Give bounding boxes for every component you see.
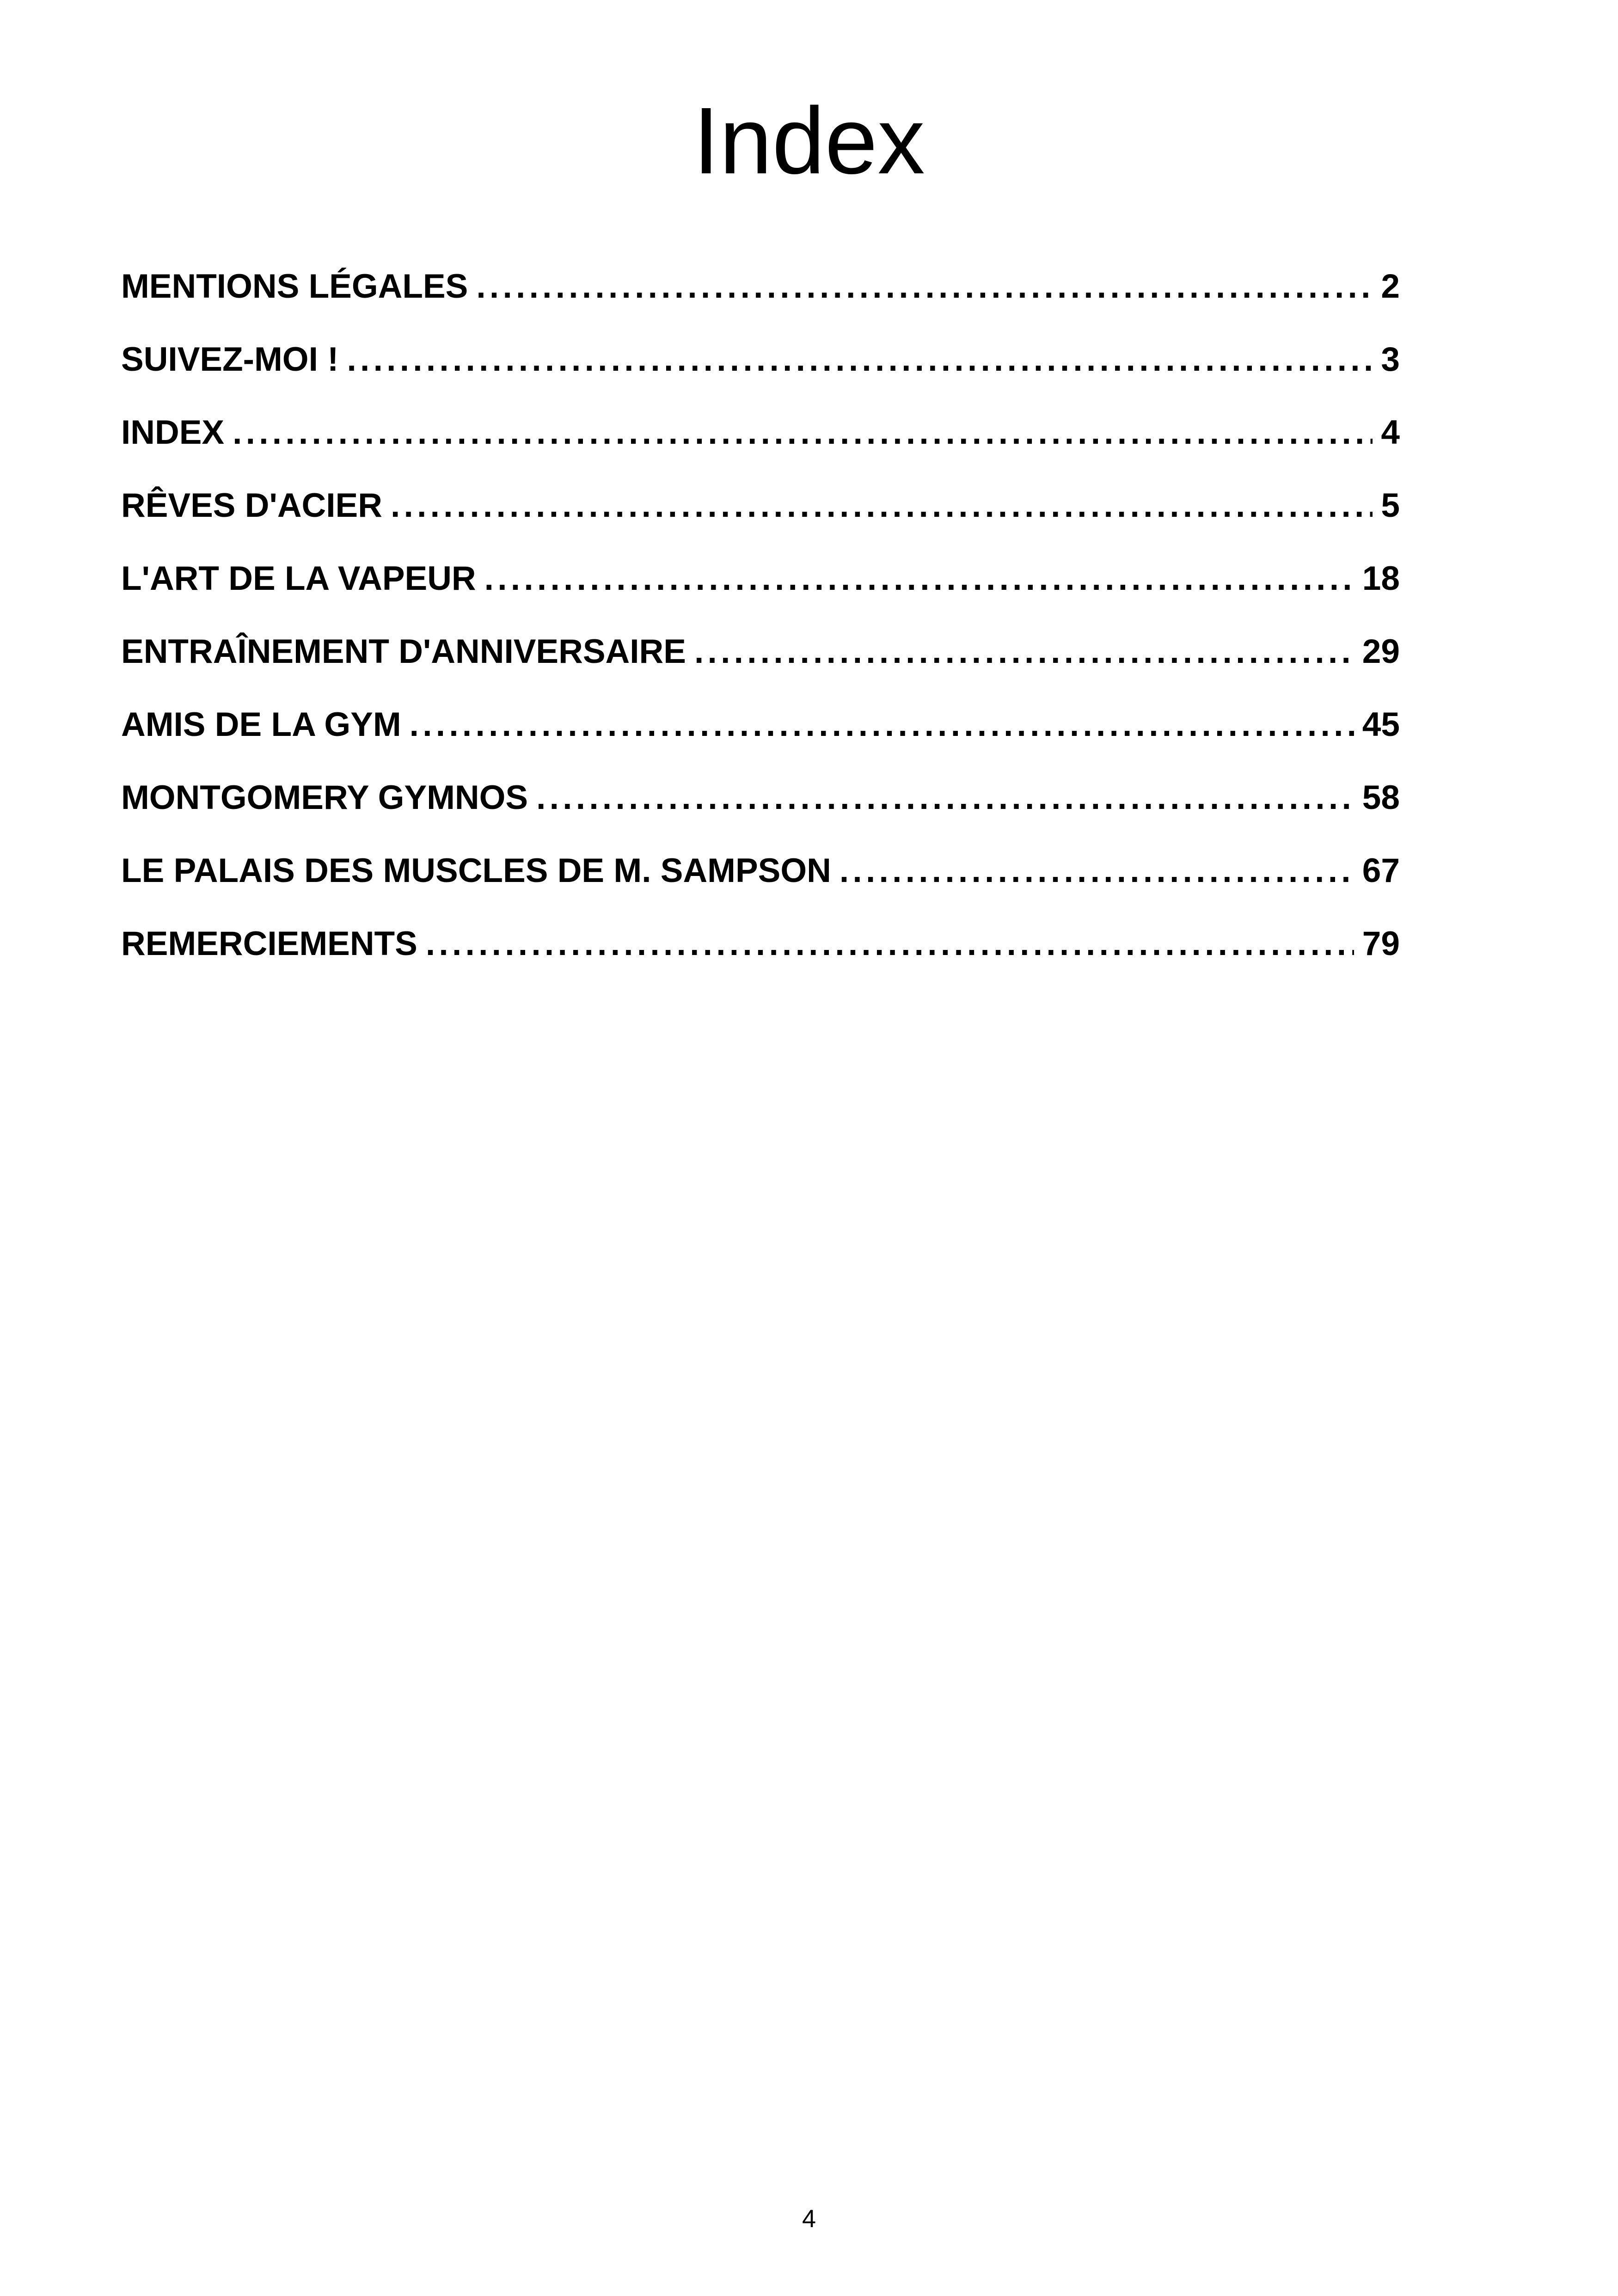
toc-entry-page: 58: [1362, 779, 1400, 816]
dot-leader: [840, 848, 1354, 894]
toc-entry-label: MONTGOMERY GYMNOS: [121, 779, 528, 816]
dot-leader: [410, 702, 1354, 748]
toc-entry-page: 5: [1381, 487, 1400, 524]
toc-entry-index[interactable]: [121, 410, 1400, 483]
toc-entry-le-palais-des-muscles[interactable]: [121, 848, 1400, 921]
toc-entry-remerciements[interactable]: [121, 921, 1400, 994]
toc-entry-label: INDEX: [121, 414, 225, 451]
toc-entry-page: 18: [1362, 560, 1400, 597]
toc-entry-label: ENTRAÎNEMENT D'ANNIVERSAIRE: [121, 633, 686, 670]
dot-leader: [476, 263, 1373, 310]
dot-leader: [426, 921, 1354, 967]
toc-entry-label: RÊVES D'ACIER: [121, 487, 382, 524]
toc-entry-label: SUIVEZ-MOI !: [121, 341, 339, 378]
toc-entry-entrainement-danniversaire[interactable]: [121, 629, 1400, 702]
dot-leader: [233, 410, 1373, 456]
toc-entry-label: LE PALAIS DES MUSCLES DE M. SAMPSON: [121, 852, 831, 889]
toc-entry-page: 45: [1362, 706, 1400, 743]
dot-leader: [694, 629, 1354, 675]
dot-leader: [391, 483, 1373, 529]
toc-entry-page: 4: [1381, 414, 1400, 451]
toc-entry-reves-dacier[interactable]: [121, 483, 1400, 556]
page-title: Index: [693, 88, 925, 194]
toc-entry-page: 67: [1362, 852, 1400, 889]
dot-leader: [347, 337, 1373, 383]
toc-entry-lart-de-la-vapeur[interactable]: [121, 556, 1400, 629]
table-of-contents: [121, 263, 1400, 994]
toc-entry-montgomery-gymnos[interactable]: [121, 775, 1400, 848]
page-number: 4: [802, 2205, 816, 2233]
toc-entry-amis-de-la-gym[interactable]: [121, 702, 1400, 775]
toc-entry-page: 29: [1362, 633, 1400, 670]
toc-entry-page: 3: [1381, 341, 1400, 378]
toc-entry-label: MENTIONS LÉGALES: [121, 268, 468, 305]
toc-entry-label: REMERCIEMENTS: [121, 925, 417, 962]
toc-entry-label: AMIS DE LA GYM: [121, 706, 401, 743]
toc-entry-label: L'ART DE LA VAPEUR: [121, 560, 476, 597]
toc-entry-page: 79: [1362, 925, 1400, 962]
dot-leader: [484, 556, 1354, 602]
dot-leader: [536, 775, 1354, 821]
toc-entry-suivez-moi[interactable]: [121, 337, 1400, 410]
toc-entry-mentions-legales[interactable]: [121, 263, 1400, 337]
toc-entry-page: 2: [1381, 268, 1400, 305]
